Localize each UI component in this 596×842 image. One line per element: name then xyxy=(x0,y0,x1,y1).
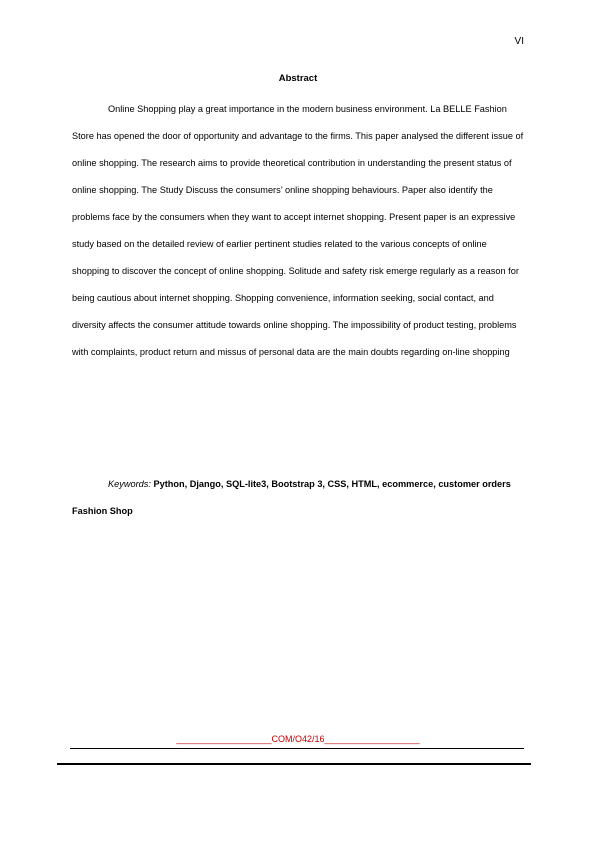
page-number: VI xyxy=(514,36,524,47)
footer-course-code: ___________________COM/O42/16___________________ xyxy=(176,734,420,744)
abstract-section xyxy=(72,96,524,366)
keywords-label: Keywords: xyxy=(108,479,151,489)
abstract-paragraph: Online Shopping play a great importance in the modern business environment. La BELLE Fashion Store has opened the door of opportunity and advantage to the firms. This paper analysed the different issue of online shopping. The research aims to provide theoretical contribution in understanding the present status of online shopping. The Study Discuss the consumers’ online shopping behaviours. Paper also identify the problems face by the consumers when they want to accept internet shopping. Present paper is an expressive study based on the detailed review of earlier pertinent studies related to the various concepts of online shopping to discover the concept of online shopping. Solitude and safety risk emerge regularly as a reason for being cautious about internet shopping. Shopping convenience, information seeking, social contact, and diversity affects the consumer attitude towards online shopping. The impossibility of product testing, problems with complaints, product return and missus of personal data are the main doubts regarding on-line shopping xyxy=(72,104,524,357)
keywords-list: Python, Django, SQL-lite3, Bootstrap 3, CSS, HTML, ecommerce, customer orders Fashion Shop xyxy=(72,479,511,516)
keywords-paragraph xyxy=(72,471,524,525)
abstract-heading: Abstract xyxy=(278,73,318,84)
footer-divider-thin xyxy=(70,748,524,749)
footer-divider-thick xyxy=(57,763,531,765)
keywords-section xyxy=(72,471,524,525)
